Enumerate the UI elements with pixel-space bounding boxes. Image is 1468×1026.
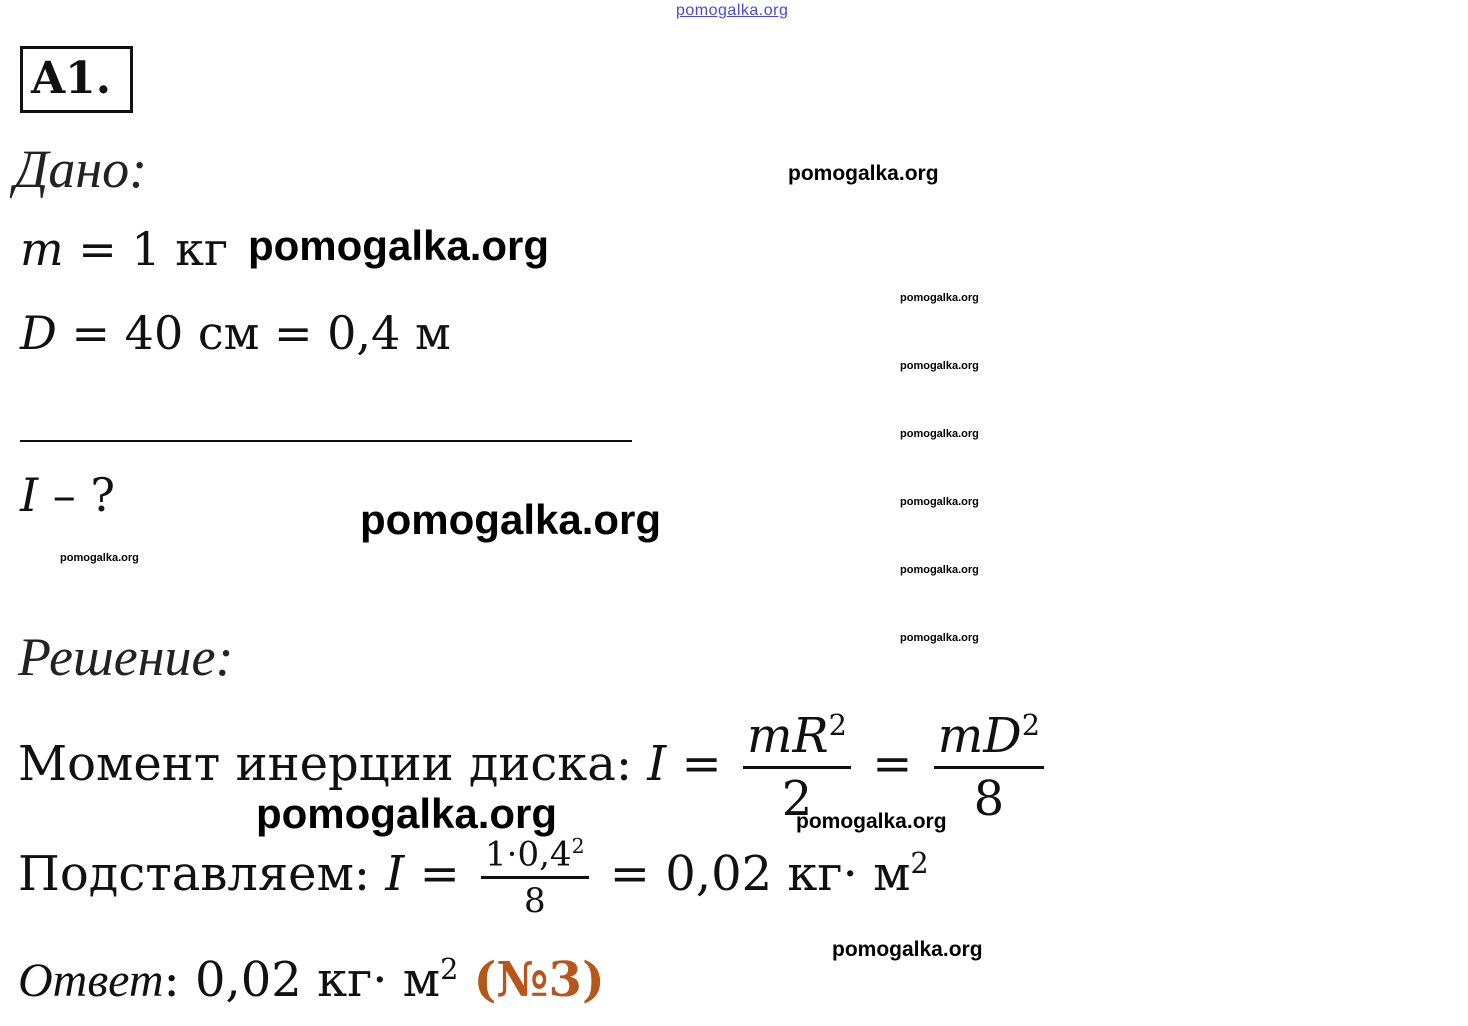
task-number-box: A1.: [20, 46, 133, 113]
answer-value: 0,02 кг· м: [194, 952, 441, 1008]
watermark-small-2: pomogalka.org: [900, 360, 979, 372]
frac3-denominator: 8: [523, 881, 546, 922]
frac1-numerator: mR: [747, 708, 829, 764]
diameter-value: = 40 см = 0,4 м: [56, 306, 451, 360]
answer-label: Ответ: [18, 954, 164, 1007]
frac1-exponent: 2: [828, 708, 847, 742]
watermark-small-4: pomogalka.org: [900, 496, 979, 508]
answer-line: [18, 952, 605, 1008]
solution-heading: Решение:: [18, 627, 234, 687]
given-separator: [20, 440, 632, 442]
frac2-numerator: mD: [937, 708, 1022, 764]
result-exponent: 2: [910, 846, 929, 881]
watermark-medium-3: pomogalka.org: [832, 938, 983, 961]
given-diameter: [20, 306, 451, 360]
watermark-small-6: pomogalka.org: [900, 632, 979, 644]
inertia-equals-2: =: [856, 736, 928, 792]
inertia-variable: I: [647, 736, 667, 792]
substitute-variable: I: [385, 846, 405, 903]
answer-exponent: 2: [440, 952, 459, 986]
substitute-equals: =: [404, 846, 476, 903]
fraction-substitution: [481, 834, 589, 921]
watermark-medium-1: pomogalka.org: [788, 162, 939, 185]
substitute-text: Подставляем:: [18, 846, 386, 903]
frac2-denominator: 8: [973, 771, 1005, 827]
substitute-result: = 0,02 кг· м: [594, 846, 911, 903]
answer-colon: :: [163, 952, 195, 1008]
diameter-variable: D: [20, 306, 57, 360]
inertia-text: Момент инерции диска:: [18, 736, 648, 792]
frac2-exponent: 2: [1021, 708, 1041, 742]
watermark-small-5: pomogalka.org: [900, 564, 979, 576]
watermark-top-link[interactable]: pomogalka.org: [676, 2, 789, 19]
watermark-medium-2: pomogalka.org: [796, 810, 947, 833]
frac1-denominator: 2: [781, 771, 813, 827]
find-variable: I: [20, 468, 39, 522]
mass-value: = 1 кг: [63, 222, 229, 276]
inertia-equals: =: [666, 736, 737, 792]
watermark-big-2: pomogalka.org: [360, 496, 662, 543]
watermark-big-3: pomogalka.org: [256, 790, 558, 837]
watermark-big-1: pomogalka.org: [248, 222, 550, 269]
given-mass: [20, 222, 228, 276]
find-question: – ?: [38, 468, 116, 522]
watermark-small-1: pomogalka.org: [900, 292, 979, 304]
frac3-exponent: 2: [571, 834, 585, 858]
answer-choice: (№3): [473, 952, 605, 1008]
given-find: [20, 468, 115, 522]
fraction-md2-over-8: [934, 708, 1044, 827]
watermark-small-3: pomogalka.org: [900, 428, 979, 440]
mass-variable: m: [20, 222, 64, 276]
given-heading: Дано:: [14, 139, 148, 199]
frac3-numerator: 1·0,4: [485, 834, 572, 875]
solution-line-substitute: [18, 834, 929, 921]
watermark-small-7: pomogalka.org: [60, 552, 139, 564]
